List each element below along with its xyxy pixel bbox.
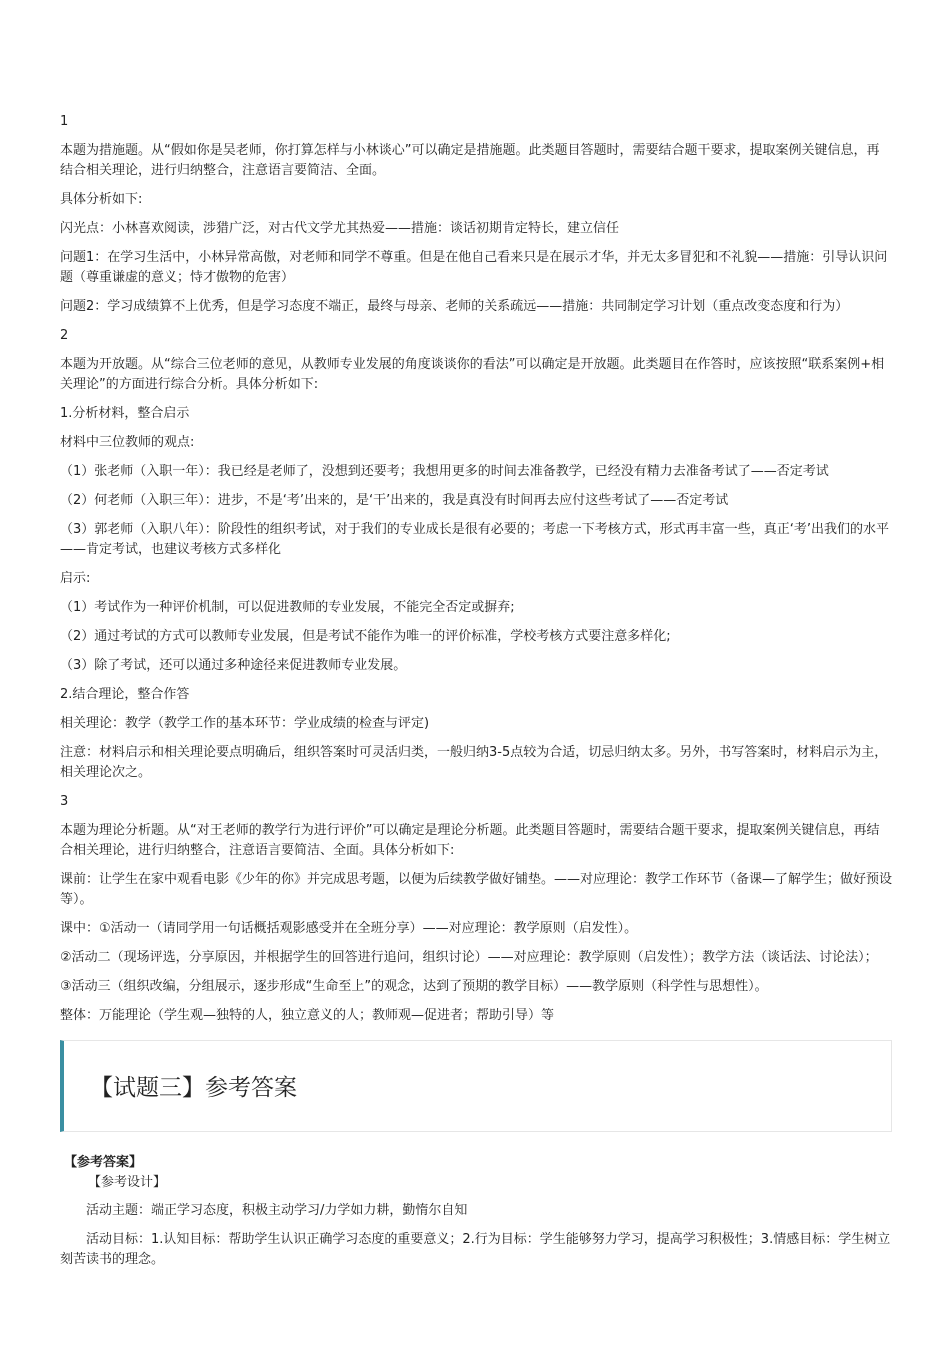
paragraph: ③活动三（组织改编，分组展示，逐步形成“生命至上”的观念，达到了预期的教学目标）——教学原则（科学性与思想性）。 (60, 979, 768, 994)
design-heading: 【参考设计】 (88, 1175, 167, 1190)
paragraph: 问题1：在学习生活中，小林异常高傲，对老师和同学不尊重。但是在他自己看来只是在展示才华，并无太多冒犯和不礼貌——措施：引导认识问题（尊重谦虚的意义；恃才傲物的危害） (60, 250, 888, 285)
paragraph: 问题2：学习成绩算不上优秀，但是学习态度不端正，最终与母亲、老师的关系疏远——措施：共同制定学习计划（重点改变态度和行为） (60, 299, 849, 314)
question-number: 1 (60, 114, 69, 129)
paragraph: （2）何老师（入职三年）：进步，不是‘考’出来的，是‘干’出来的，我是真没有时间再去应付这些考试了——否定考试 (60, 493, 729, 508)
document-page (60, 112, 892, 1279)
section-title: 【试题三】参考答案 (90, 1075, 297, 1101)
paragraph: （3）郭老师（入职八年）：阶段性的组织考试，对于我们的专业成长是很有必要的；考虑一下考核方式，形式再丰富一些，真正‘考’出我们的水平——肯定考试，也建议考核方式多样化 (60, 522, 890, 557)
paragraph: 2.结合理论，整合作答 (60, 687, 190, 702)
paragraph: ②活动二（现场评选，分享原因，并根据学生的回答进行追问，组织讨论）——对应理论：教学原则（启发性）；教学方法（谈话法、讨论法）； (60, 950, 878, 965)
paragraph: 整体：万能理论（学生观—独特的人，独立意义的人；教师观—促进者；帮助引导）等 (60, 1008, 555, 1023)
paragraph: （1）考试作为一种评价机制，可以促进教师的专业发展，不能完全否定或摒弃; (60, 600, 515, 615)
question-number: 2 (60, 328, 69, 343)
paragraph: 课中：①活动一（请同学用一句话概括观影感受并在全班分享）——对应理论：教学原则（启发性）。 (60, 921, 638, 936)
activity-theme: 活动主题：端正学习态度，积极主动学习/力学如力耕，勤惰尔自知 (86, 1203, 468, 1218)
paragraph: 1.分析材料，整合启示 (60, 406, 190, 421)
paragraph: 材料中三位教师的观点: (60, 435, 195, 450)
answer-heading: 【参考答案】 (64, 1155, 143, 1170)
paragraph: （1）张老师（入职一年）：我已经是老师了，没想到还要考；我想用更多的时间去准备教学，已经没有精力去准备考试了——否定考试 (60, 464, 829, 479)
activity-goal: 活动目标：1.认知目标：帮助学生认识正确学习态度的重要意义；2.行为目标：学生能够努力学习，提高学习积极性；3.情感目标：学生树立刻苦读书的理念。 (60, 1232, 891, 1267)
paragraph: 本题为开放题。从“综合三位老师的意见，从教师专业发展的角度谈谈你的看法”可以确定是开放题。此类题目在作答时，应该按照“联系案例+相关理论”的方面进行综合分析。具体分析如下: (60, 357, 885, 392)
paragraph: 本题为理论分析题。从“对王老师的教学行为进行评价”可以确定是理论分析题。此类题目答题时，需要结合题干要求，提取案例关键信息，再结合相关理论，进行归纳整合，注意语言要简洁、全面。具体分析如下: (60, 823, 880, 858)
paragraph: （2）通过考试的方式可以教师专业发展，但是考试不能作为唯一的评价标准，学校考核方式要注意多样化; (60, 629, 671, 644)
paragraph: 注意：材料启示和相关理论要点明确后，组织答案时可灵活归类，一般归纳3-5点较为合适，切忌归纳太多。另外，书写答案时，材料启示为主，相关理论次之。 (60, 745, 888, 780)
paragraph: 启示: (60, 571, 91, 586)
question-number: 3 (60, 794, 69, 809)
paragraph: 课前：让学生在家中观看电影《少年的你》并完成思考题，以便为后续教学做好铺垫。——对应理论：教学工作环节（备课—了解学生；做好预设等）。 (60, 872, 893, 907)
section-banner (60, 1040, 892, 1132)
paragraph: 相关理论：教学（教学工作的基本环节：学业成绩的检查与评定) (60, 716, 430, 731)
paragraph: 本题为措施题。从“假如你是吴老师，你打算怎样与小林谈心”可以确定是措施题。此类题目答题时，需要结合题干要求，提取案例关键信息，再结合相关理论，进行归纳整合，注意语言要简洁、全面。 (60, 143, 880, 178)
paragraph: 闪光点：小林喜欢阅读，涉猎广泛，对古代文学尤其热爱——措施：谈话初期肯定特长，建立信任 (60, 221, 620, 236)
paragraph: 具体分析如下: (60, 192, 143, 207)
paragraph: （3）除了考试，还可以通过多种途径来促进教师专业发展。 (60, 658, 407, 673)
